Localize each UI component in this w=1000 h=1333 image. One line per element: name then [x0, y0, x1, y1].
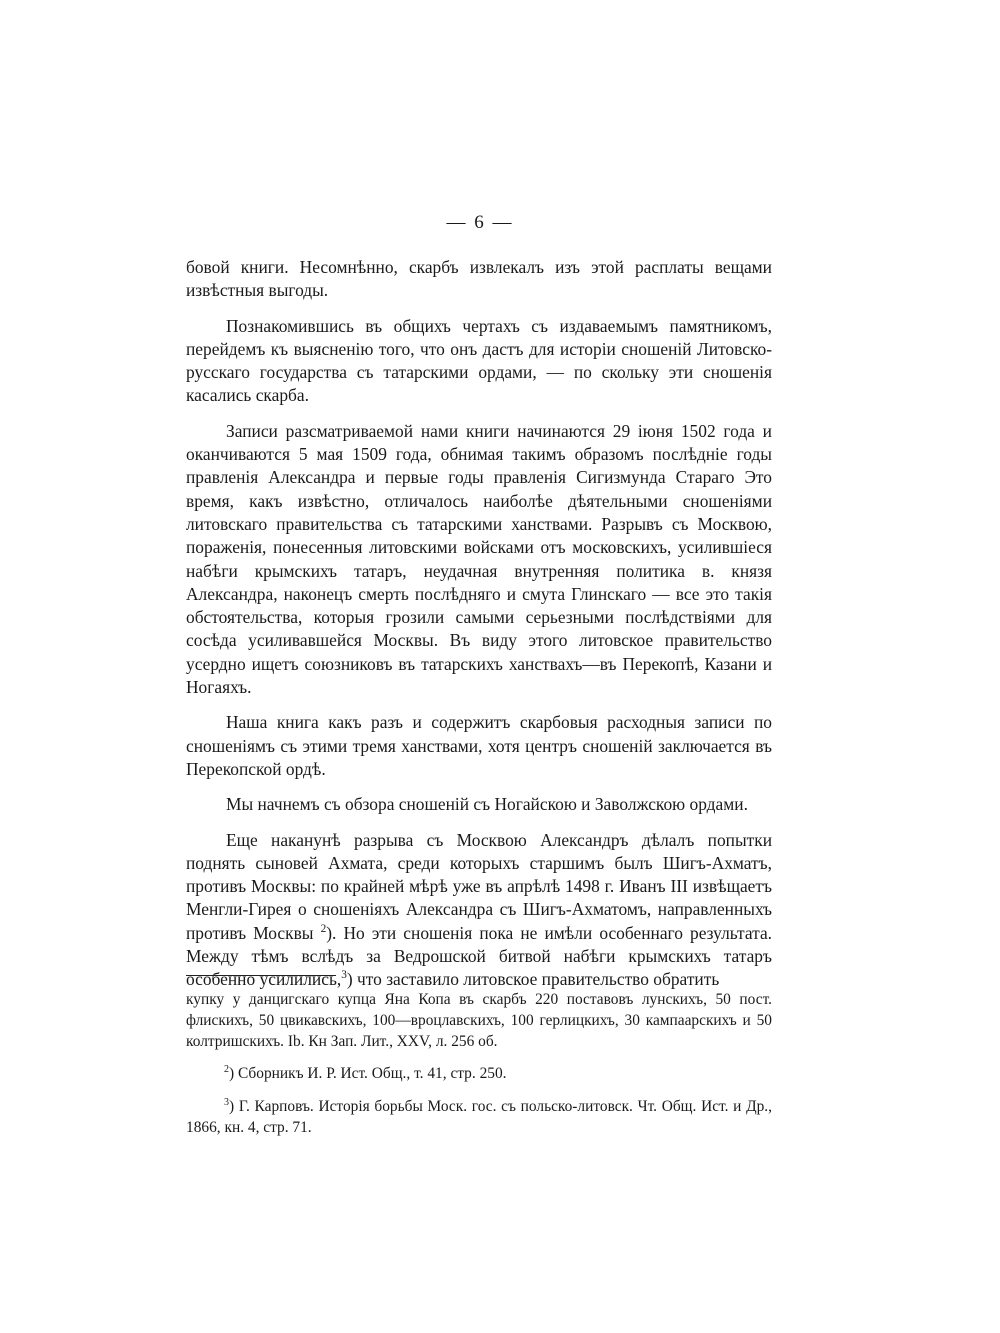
paragraph-4: Наша книга какъ разъ и содержитъ скарбовыя расходныя записи по сношеніямъ съ этими тремя ханствами, хотя центръ сношеній заключается въ Перекопской ордѣ.	[186, 712, 772, 779]
footnote-ref-2: 2	[320, 922, 327, 935]
paragraph-5: Мы начнемъ съ обзора сношеній съ Ногайскою и Заволжскою ордами.	[226, 794, 748, 815]
footnote-2-mark: 2	[224, 1064, 229, 1076]
page-number: — 6 —	[446, 212, 514, 233]
footnote-3-text: ) Г. Карповъ. Исторія борьбы Моск. гос. съ польско-литовск. Чт. Общ. Ист. и Др., 1866, кн. 4, стр. 71.	[186, 1098, 772, 1136]
footnotes	[186, 990, 772, 1139]
paragraph-6	[186, 829, 772, 992]
footnote-continued: купку у данцигскаго купца Яна Копа въ скарбъ 220 поставовъ лунскихъ, 50 пост. флискихъ, 50 цвикавскихъ, 100—вроцлавскихъ, 100 герлицкихъ, 30 кампаарскихъ и 50 колтришскихъ. Ib. Кн Зап. Лит., XXV, л. 256 об.	[186, 991, 772, 1050]
paragraph-6-part-a: Еще наканунѣ разрыва съ Москвою Александръ дѣлалъ попытки поднять сыновей Ахмата, среди которыхъ старшимъ былъ Шигъ-Ахматъ, противъ Москвы: по крайней мѣрѣ уже въ апрѣлѣ 1498 г. Иванъ III извѣщаетъ Менгли-Гирея о сношеніяхъ Александра съ Шигъ-Ахматомъ, направленныхъ противъ Москвы	[186, 829, 772, 943]
footnote-2-text: ) Сборникъ И. Р. Ист. Общ., т. 41, стр. 250.	[229, 1065, 507, 1083]
paragraph-6-part-c: ) что заставило литовское правительство обратить	[346, 969, 720, 990]
footnote-ref-3: 3	[341, 969, 347, 982]
main-text	[186, 256, 772, 992]
paragraph-1: бовой книги. Несомнѣнно, скарбъ извлекалъ изъ этой расплаты вещами извѣстныя выгоды.	[186, 257, 772, 301]
footnote-divider	[186, 975, 336, 976]
paragraph-3: Записи разсматриваемой нами книги начинаются 29 іюня 1502 года и оканчиваются 5 мая 1509 года, обнимая такимъ образомъ послѣдніе годы правленія Александра и первые годы правленія Сигизмунда Стараго Это время, какъ извѣстно, отличалось наиболѣе дѣятельными сношеніями литовскаго правительства съ татарскими ханствами. Разрывъ съ Москвою, пораженія, понесенныя литовскими войсками отъ московскихъ, усилившіеся набѣги крымскихъ татаръ, неудачная внутренняя политика в. князя Александра, наконецъ смерть послѣдняго и смута Глинскаго — все это такія обстоятельства, которыя грозили самыми серьезными послѣдствіями для сосѣда усиливавшейся Москвы. Въ виду этого литовское правительство усердно ищетъ союзниковъ въ татарскихъ ханствахъ—въ Перекопѣ, Казани и Ногаяхъ.	[186, 420, 772, 698]
paragraph-6-part-b: ). Но эти сношенія пока не имѣли особеннаго результата. Между тѣмъ вслѣдъ за Ведрошской битвой набѣги крымскихъ татаръ особенно усилились,	[186, 922, 773, 990]
footnote-2	[186, 1064, 772, 1085]
footnote-3	[186, 1097, 772, 1139]
paragraph-2: Познакомившись въ общихъ чертахъ съ издаваемымъ памятникомъ, перейдемъ къ выясненію того, что онъ дастъ для исторіи сношеній Литовско-русскаго государства съ татарскими ордами, — по скольку эти сношенія касались скарба.	[186, 315, 772, 406]
footnote-3-mark: 3	[224, 1097, 229, 1109]
